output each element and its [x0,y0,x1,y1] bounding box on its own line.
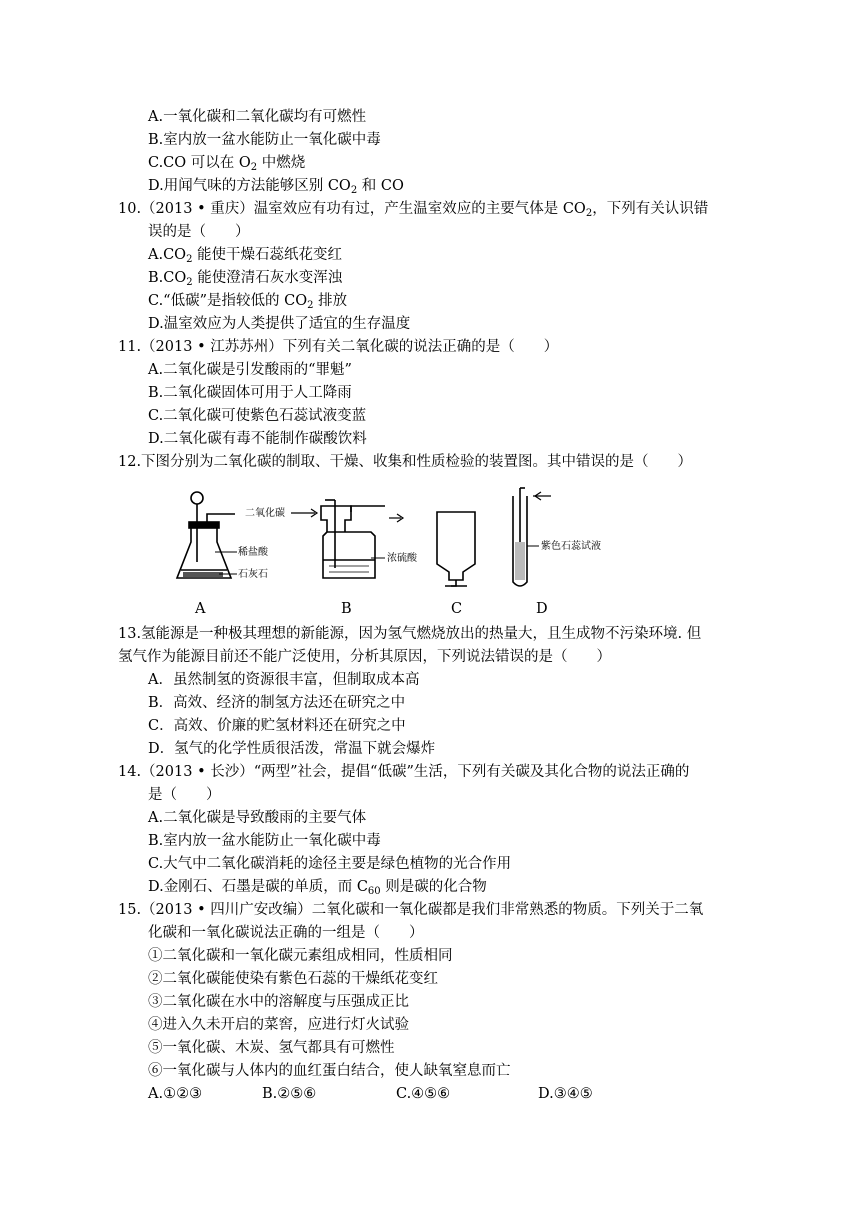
q15-option-a: A.①②③ [148,1086,203,1102]
q15-statement-2: ②二氧化碳能使染有紫色石蕊的干燥纸花变红 [148,971,438,987]
q15-statement-5: ⑤一氧化碳、木炭、氢气都具有可燃性 [148,1040,395,1056]
q15-statement-1: ①二氧化碳和一氧化碳元素组成相同，性质相同 [148,948,453,964]
apparatus-a-flask [177,492,237,578]
q12-stem: 12.下图分别为二氧化碳的制取、干燥、收集和性质检验的装置图。其中错误的是（ ） [118,454,693,470]
apparatus-b-bottle [291,500,403,578]
q9-option-d: D.用闻气味的方法能够区别 $CO_2$ 和 CO [148,178,404,196]
q15-option-b: B.②⑤⑥ [262,1086,317,1102]
q11-stem: 11.（2013 • 江苏苏州）下列有关二氧化碳的说法正确的是（ ） [118,339,559,355]
q9-option-a: A.一氧化碳和二氧化碳均有可燃性 [148,109,367,125]
q13-stem-line1: 13.氢能源是一种极其理想的新能源，因为氢气燃烧放出的热量大，且生成物不污染环境. 但 [118,626,702,642]
q11-option-b: B.二氧化碳固体可用于人工降雨 [148,385,352,401]
q9-option-b: B.室内放一盆水能防止一氧化碳中毒 [148,132,381,148]
figure-label-b: B [341,601,352,617]
q13-option-a: A．虽然制氢的资源很丰富，但制取成本高 [148,672,420,688]
q15-option-d: D.③④⑤ [538,1086,593,1102]
label-limestone: 石灰石 [238,569,268,580]
q14-option-b: B.室内放一盆水能防止一氧化碳中毒 [148,833,381,849]
q13-option-d: D．氢气的化学性质很活泼，常温下就会爆炸 [148,741,436,757]
q15-option-c: C.④⑤⑥ [396,1086,451,1102]
figure-label-d: D [536,601,548,617]
q14-stem-line2: 是（ ） [148,787,221,803]
q10-stem-line2: 误的是（ ） [148,224,250,240]
apparatus-figure [175,482,615,592]
q11-option-a: A.二氧化碳是引发酸雨的“罪魁” [148,362,352,378]
q10-option-a: $A.CO_2$ 能使干燥石蕊纸花变红 [148,247,343,265]
q13-option-b: B．高效、经济的制氢方法还在研究之中 [148,695,406,711]
q15-stem-line1: 15.（2013 • 四川广安改编）二氧化碳和一氧化碳都是我们非常熟悉的物质。下列关于二氧 [118,902,704,918]
q10-option-c: C.“低碳”是指较低的 $CO_2$ 排放 [148,293,348,311]
q14-option-a: A.二氧化碳是导致酸雨的主要气体 [148,810,367,826]
q15-statement-6: ⑥一氧化碳与人体内的血红蛋白结合，使人缺氧窒息而亡 [148,1063,511,1079]
q14-option-c: C.大气中二氧化碳消耗的途径主要是绿色植物的光合作用 [148,856,512,872]
label-litmus: 紫色石蕊试液 [541,541,601,552]
q10-stem-line1: 10.（2013 • 重庆）温室效应有功有过，产生温室效应的主要气体是 $CO_2$，下列有关认识错 [118,201,709,219]
label-dilute-hcl: 稀盐酸 [238,547,268,558]
q9-option-c: C.CO 可以在 $O_2$ 中燃烧 [148,155,306,173]
q15-statement-4: ④进入久未开启的菜窖，应进行灯火试验 [148,1017,409,1033]
figure-label-a: A [195,601,206,617]
label-co2: 二氧化碳 [245,508,285,519]
q10-option-b: $B.CO_2$ 能使澄清石灰水变浑浊 [148,270,343,288]
q13-option-c: C．高效、价廉的贮氢材料还在研究之中 [148,718,406,734]
q13-stem-line2: 氢气作为能源目前还不能广泛使用，分析其原因，下列说法错误的是（ ） [118,649,611,665]
apparatus-c-inverted-bottle [437,512,475,586]
q15-stem-line2: 化碳和一氧化碳说法正确的一组是（ ） [148,925,424,941]
q10-option-d: D.温室效应为人类提供了适宜的生存温度 [148,316,411,332]
q11-option-d: D.二氧化碳有毒不能制作碳酸饮料 [148,431,367,447]
label-conc-h2so4: 浓硫酸 [387,553,417,564]
q15-statement-3: ③二氧化碳在水中的溶解度与压强成正比 [148,994,409,1010]
q11-option-c: C.二氧化碳可使紫色石蕊试液变蓝 [148,408,367,424]
q14-stem-line1: 14.（2013 • 长沙）“两型”社会，提倡“低碳”生活，下列有关碳及其化合物的说法正确的 [118,764,690,780]
figure-label-c: C [451,601,463,617]
q14-option-d: D.金刚石、石墨是碳的单质，而 $C_{60}$ 则是碳的化合物 [148,879,487,897]
apparatus-d-test-tube [513,488,551,586]
